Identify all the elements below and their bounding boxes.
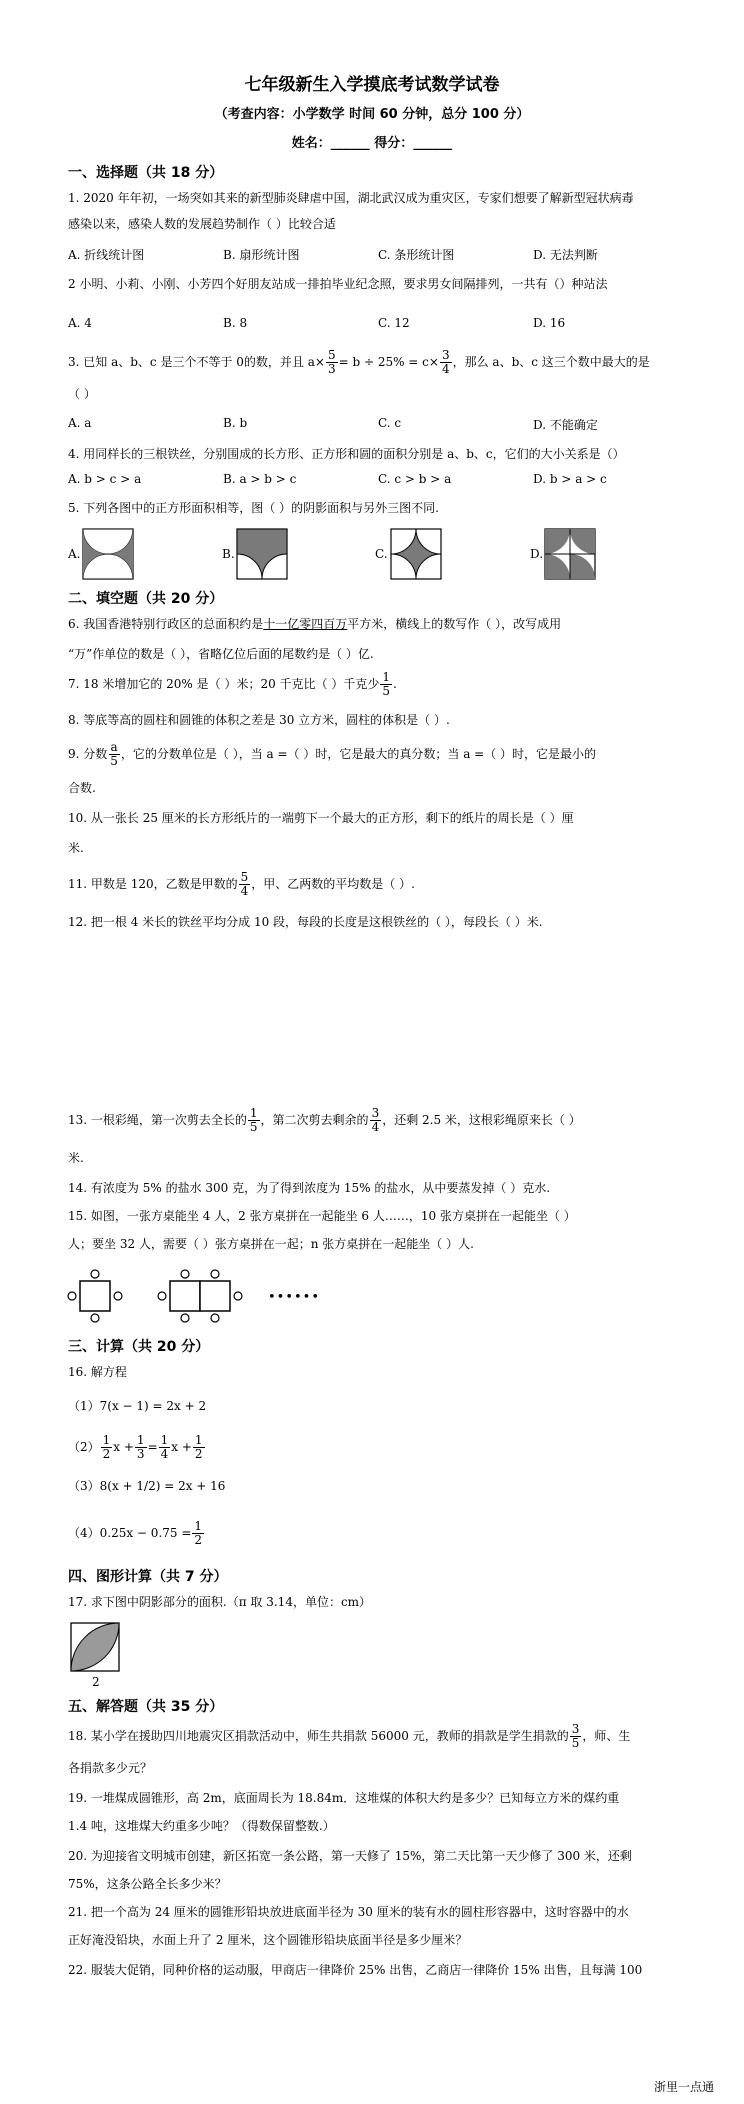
q17-figure [70, 1622, 120, 1672]
q1-option-a: A. 折线统计图 [68, 248, 145, 262]
q5-line1: 5. 下列各图中的正方形面积相等，图（ ）的阴影面积与另外三图不同. [68, 501, 439, 515]
q2-option-c: C. 12 [378, 316, 410, 330]
q13-text-pre: 13. 一根彩绳，第一次剪去全长的 [68, 1113, 247, 1127]
q4-option-b: B. a > b > c [223, 472, 297, 486]
q6-text-pre: 6. 我国香港特别行政区的总面积约是 [68, 617, 264, 631]
q1-options [68, 246, 688, 263]
section-3-heading: 三、计算（共 20 分） [68, 1339, 210, 1355]
q4-option-c: C. c > b > a [378, 472, 452, 486]
q1-option-b: B. 扇形统计图 [223, 248, 300, 262]
q16-line1: 16. 解方程 [68, 1365, 127, 1379]
q5-figure-d [544, 528, 596, 580]
q13-f1-num: 1 [249, 1106, 258, 1120]
q3-f2-den: 4 [441, 362, 450, 376]
q18-num: 3 [571, 1722, 580, 1736]
q22-line1: 22. 服装大促销，同种价格的运动服，甲商店一律降价 25% 出售，乙商店一律降价 15% 出售，且每满 100 [68, 1963, 643, 1977]
q13-line2: 米. [68, 1151, 84, 1165]
q3-line2: （ ） [68, 387, 96, 401]
q7-num: 1 [382, 670, 391, 684]
q18-text-pre: 18. 某小学在援助四川地震灾区捐款活动中，师生共捐款 56000 元，教师的捐款是学生捐款的 [68, 1729, 569, 1743]
q13-fraction-1 [248, 1107, 260, 1134]
q15-tables-figure [66, 1268, 246, 1324]
q16-e4-frac-half [192, 1520, 204, 1547]
q1-option-c: C. 条形统计图 [378, 248, 455, 262]
q19-line2: 1.4 吨，这堆煤大约重多少吨？（得数保留整数.） [68, 1819, 335, 1833]
q7-text-post: . [393, 677, 397, 691]
q13-text-mid: ，第二次剪去剩余的 [260, 1113, 369, 1127]
q20-line2: 75%，这条公路全长多少米？ [68, 1877, 227, 1891]
q3-text-mid: = b ÷ 25% = c× [338, 355, 439, 369]
q16-e4-half-den: 2 [194, 1533, 203, 1547]
q2-option-d: D. 16 [533, 316, 566, 330]
q11-num: 5 [240, 870, 249, 884]
q18-line2: 各捐款多少元？ [68, 1761, 153, 1775]
q16-e2-half2-num: 1 [194, 1433, 203, 1447]
q9-den: 5 [110, 754, 118, 768]
q16-equation-2: （2） $\frac{1}{2}$ x + $\frac{1}{3}$ = $\frac{1}{4}$ x + $\frac{1}{2}$ [68, 1433, 203, 1461]
q9-line1 [68, 740, 596, 768]
q4-option-a: A. b > c > a [68, 472, 142, 486]
q3-f1-den: 3 [327, 362, 336, 376]
q1-line2: 感染以来，感染人数的发展趋势制作（ ）比较合适 [68, 217, 336, 231]
section-4-heading: 四、图形计算（共 7 分） [68, 1569, 228, 1585]
q16-e2-quarter-den: 4 [160, 1447, 169, 1461]
q16-e2-third-den: 3 [136, 1447, 145, 1461]
q11-line1 [68, 870, 415, 898]
q17-line1: 17. 求下图中阴影部分的面积.（π 取 3.14，单位：cm） [68, 1595, 372, 1609]
q3-fraction-2 [440, 349, 452, 376]
q3-f2-num: 3 [441, 348, 450, 362]
q7-fraction [380, 671, 392, 698]
q4-options [68, 472, 688, 486]
q13-f2-num: 3 [371, 1106, 380, 1120]
q6-underlined-number: 十一亿零四百万 [263, 617, 348, 631]
q16-e2-quarter-num: 1 [160, 1433, 169, 1447]
page-title: 七年级新生入学摸底考试数学试卷 [244, 75, 500, 95]
q18-fraction [570, 1723, 582, 1750]
section-5-heading: 五、解答题（共 35 分） [68, 1699, 224, 1715]
q11-den: 4 [240, 884, 249, 898]
q3-option-a: A. a [68, 416, 92, 430]
q9-text-pre: 9. 分数 [68, 747, 108, 761]
q16-equation-1: （1）7(x − 1) = 2x + 2 [68, 1399, 207, 1413]
q13-f1-den: 5 [249, 1120, 258, 1134]
q11-text-pre: 11. 甲数是 120，乙数是甲数的 [68, 877, 238, 891]
q21-line2: 正好淹没铅块，水面上升了 2 厘米，这个圆锥形铅块底面半径是多少厘米？ [68, 1933, 468, 1947]
q13-text-post: ，还剩 2.5 米，这根彩绳原来长（ ） [382, 1113, 581, 1127]
q17-dimension-label: 2 [92, 1675, 100, 1689]
page-subtitle: （考查内容：小学数学 时间 60 分钟，总分 100 分） [214, 107, 530, 122]
q3-option-d: D. 不能确定 [533, 418, 598, 432]
q7-text-pre: 7. 18 米增加它的 20% 是（ ）米；20 千克比（ ）千克少 [68, 677, 380, 691]
q5-label-d: D. [530, 547, 544, 561]
q11-text-post: ，甲、乙两数的平均数是（ ）. [251, 877, 415, 891]
q19-line1: 19. 一堆煤成圆锥形，高 2m，底面周长为 18.84m．这堆煤的体积大约是多少？已知每立方米的煤约重 [68, 1791, 620, 1805]
q18-den: 5 [571, 1736, 580, 1750]
q6-line2: “万”作单位的数是（ ），省略亿位后面的尾数约是（ ）亿. [68, 647, 374, 661]
q21-line1: 21. 把一个高为 24 厘米的圆锥形铅块放进底面半径为 30 厘米的装有水的圆柱形容器中，这时容器中的水 [68, 1905, 629, 1919]
q2-line1: 2 小明、小莉、小刚、小芳四个好朋友站成一排拍毕业纪念照，要求男女间隔排列，一共有（）种站法 [68, 277, 608, 291]
q4-option-d: D. b > a > c [533, 472, 607, 486]
q3-line1 [68, 348, 650, 376]
q16-e2-frac-third [135, 1434, 147, 1461]
q15-ellipsis-dots: •••••• [268, 1290, 321, 1305]
q5-label-c: C. [375, 547, 388, 561]
q9-num: a [110, 740, 118, 754]
q6-line1 [68, 616, 561, 632]
q16-e4-half-num: 1 [194, 1519, 203, 1533]
q18-line1 [68, 1722, 630, 1750]
footer-watermark: 浙里一点通 [653, 2080, 714, 2094]
section-2-heading: 二、填空题（共 20 分） [68, 591, 224, 607]
q1-line1: 1. 2020 年年初，一场突如其来的新型肺炎肆虐中国，湖北武汉成为重灾区，专家们想要了解新型冠状病毒 [68, 191, 634, 205]
q2-options [68, 316, 688, 330]
q2-option-b: B. 8 [223, 316, 248, 330]
q11-fraction [239, 871, 251, 898]
q16-e2-frac-half-2 [193, 1434, 205, 1461]
q9-text-post: ，它的分数单位是（ ），当 a =（ ）时，它是最大的真分数；当 a =（ ）时，它是最小的 [120, 747, 597, 761]
q3-option-c: C. c [378, 416, 402, 430]
q16-e2-half2-den: 2 [194, 1447, 203, 1461]
q3-text-post: ，那么 a、b、c 这三个数中最大的是 [452, 355, 650, 369]
q3-text-pre: 3. 已知 a、b、c 是三个不等于 0的数，并且 a× [68, 355, 325, 369]
q9-fraction [108, 741, 120, 768]
q3-f1-num: 5 [327, 348, 336, 362]
q16-equation-3: （3）8(x + 1/2) = 2x + 16 [68, 1479, 226, 1493]
q16-e2-half-num: 1 [102, 1433, 111, 1447]
q20-line1: 20. 为迎接省文明城市创建，新区拓宽一条公路，第一天修了 15%，第二天比第一天少修了 300 米，还剩 [68, 1849, 632, 1863]
q4-line1: 4. 用同样长的三根铁丝，分别围成的长方形、正方形和圆的面积分别是 a、b、c，它们的大小关系是（） [68, 447, 625, 461]
q12-line1: 12. 把一根 4 米长的铁丝平均分成 10 段，每段的长度是这根铁丝的（ ），每段长（ ）米. [68, 915, 543, 929]
q5-label-a: A. [68, 547, 81, 561]
q16-equation-4 [68, 1518, 205, 1548]
q6-text-post: 平方米，横线上的数写作（ ），改写成用 [347, 617, 562, 631]
q2-option-a: A. 4 [68, 316, 92, 330]
q13-line1 [68, 1106, 581, 1134]
q16-e2-frac-quarter [159, 1434, 171, 1461]
q13-fraction-2 [370, 1107, 382, 1134]
q3-option-b: B. b [223, 416, 248, 430]
q18-text-post: ，师、生 [582, 1729, 631, 1743]
q16-e2-third-num: 1 [136, 1433, 145, 1447]
q16-e2-label: （2） [68, 1440, 100, 1454]
q8-line1: 8. 等底等高的圆柱和圆锥的体积之差是 30 立方米，圆柱的体积是（ ）. [68, 713, 450, 727]
q16-e2-frac-half [101, 1434, 113, 1461]
q5-label-b: B. [222, 547, 235, 561]
q7-den: 5 [382, 684, 391, 698]
q10-line2: 米. [68, 841, 84, 855]
section-1-heading: 一、选择题（共 18 分） [68, 165, 224, 181]
q10-line1: 10. 从一张长 25 厘米的长方形纸片的一端剪下一个最大的正方形，剩下的纸片的周长是（ ）厘 [68, 811, 574, 825]
q14-line1: 14. 有浓度为 5% 的盐水 300 克，为了得到浓度为 15% 的盐水，从中要蒸发掉（ ）克水. [68, 1181, 551, 1195]
q16-e2-half-den: 2 [102, 1447, 111, 1461]
q5-figure-a [82, 528, 134, 580]
q5-figure-b [236, 528, 288, 580]
q9-line2: 合数. [68, 781, 96, 795]
q13-f2-den: 4 [371, 1120, 380, 1134]
q15-line1: 15. 如图，一张方桌能坐 4 人，2 张方桌拼在一起能坐 6 人……，10 张方桌拼在一起能坐（ ） [68, 1209, 576, 1223]
name-score-line: 姓名：______ 得分：______ [291, 136, 453, 151]
q7-line1 [68, 670, 397, 698]
q15-line2: 人；要坐 32 人，需要（ ）张方桌拼在一起；n 张方桌拼在一起能坐（ ）人. [68, 1237, 474, 1251]
q3-fraction-1 [326, 349, 338, 376]
q1-option-d: D. 无法判断 [533, 248, 598, 262]
q3-options [68, 416, 688, 433]
q16-e4-label: （4）0.25x − 0.75 = [68, 1526, 192, 1540]
q5-figure-c [390, 528, 442, 580]
